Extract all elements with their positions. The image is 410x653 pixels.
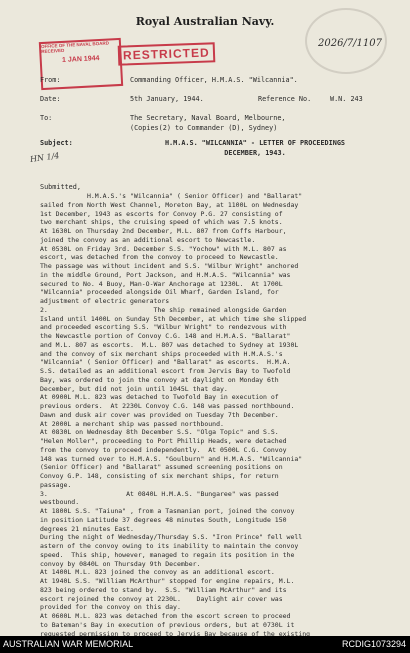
archive-reference: RCDIG1073294 — [341, 639, 406, 649]
body-line: 148 was turned over to H.M.A.S. "Goulburn" and H.M.A.S. "Wilcannia" — [40, 454, 303, 463]
to-line: The Secretary, Naval Board, Melbourne, — [130, 114, 286, 122]
body-line: At 1400L M.L. 823 joined the convoy as an additional escort. — [40, 568, 275, 577]
subject-value — [130, 139, 380, 158]
body-line: convoy by 0840L on Thursday 9th December. — [40, 559, 201, 568]
reference-value: W.N. 243 — [330, 95, 363, 103]
body-line: At 0530L on Friday 3rd. December S.S. "Yochow" with M.L. 807 as — [40, 244, 287, 253]
body-line: 2. The ship remained alongside Garden — [40, 305, 287, 314]
from-value: Commanding Officer, H.M.A.S. "Wilcannia". — [130, 76, 298, 84]
body-line: joined the convoy as an additional escort to Newcastle. — [40, 235, 256, 244]
body-line: 1st December, 1943 as escorts for Convoy P.G. 27 consisting of — [40, 209, 283, 218]
body-line: Bay, was ordered to join the convoy at daylight on Monday 6th — [40, 375, 279, 384]
body-line: astern of the convoy owing to its inability to maintain the convoy — [40, 542, 299, 550]
body-line: At 1630L on Thursday 2nd December, M.L. 807 from Coffs Harbour, — [40, 227, 287, 235]
body-line: requested permission to proceed to Jervis Bay because of the existing — [40, 629, 311, 636]
to-line: (Copies(2) to Commander (D), Sydney) — [130, 123, 278, 132]
body-line: "Wilcannia" proceeded alongside Oil Wharf, Garden Island, for — [40, 288, 279, 297]
archive-name: AUSTRALIAN WAR MEMORIAL — [3, 639, 134, 649]
body-line: speed. This ship, however, managed to regain its position in the — [40, 550, 295, 559]
body-line: degrees 21 minutes East. — [40, 524, 134, 533]
body-line: At 1800L S.S. "Taiuna" , from a Tasmanian port, joined the convoy — [40, 507, 295, 515]
to-value — [130, 114, 400, 133]
body-line: escort, was detached from the convoy to proceed to Newcastle. — [40, 253, 279, 262]
body-line: from the convoy to proceed independently. At 0500L C.G. Convoy — [40, 445, 287, 454]
reference-label: Reference No. — [258, 95, 312, 103]
body-line: Convoy G.P. 148, consisting of six merchant ships, for return — [40, 472, 279, 480]
from-label: From: — [40, 76, 61, 84]
received-stamp-office: OFFICE OF THE NAVAL BOARD — [40, 40, 110, 50]
body-line: secured to No. 4 Buoy, Man-O-War Anchorage at 1230L. At 1700L — [40, 279, 283, 288]
body-line: the Newcastle portion of Convoy C.G. 148 and H.M.A.S. "Ballarat" — [40, 332, 291, 340]
subject-line: DECEMBER, 1943. — [224, 148, 286, 157]
body-line: "Helen Moller", proceeding to Port Phillip Heads, were detached — [40, 437, 287, 445]
body-line: At 1940L S.S. "William McArthur" stopped for engine repairs, M.L. — [40, 577, 295, 585]
date-label: Date: — [40, 95, 61, 103]
submitted-line: Submitted, — [40, 183, 81, 191]
body-line: Island until 1400L on Sunday 5th December, at which time she slipped — [40, 314, 307, 323]
body-line: At 0830L on Wednesday 8th December S.S. "Olga Topic" and S.S. — [40, 428, 279, 437]
body-line: Dawn and dusk air cover was provided on Tuesday 7th December. — [40, 410, 279, 419]
body-line: At 0900L M.L. 823 was detached to Twofold Bay in execution of — [40, 393, 279, 402]
received-stamp-label: RECEIVED — [41, 48, 65, 55]
body-line: westbound. — [40, 498, 80, 507]
body-line: and the convoy of six merchant ships proceeded with H.M.A.S.'s — [40, 349, 283, 358]
body-line: sailed from North West Channel, Moreton Bay, at 1100L on Wednesday — [40, 200, 299, 209]
letterhead-title: Royal Australian Navy. — [135, 15, 275, 28]
body-line: The passage was without incident and S.S. "Wilbur Wright" anchored — [40, 262, 299, 270]
body-line: to Bateman's Bay in execution of previous orders, but at 0730L it — [40, 620, 295, 629]
body-line: and M.L. 807 as escorts. M.L. 807 was detached to Sydney at 1930L — [40, 340, 299, 349]
body-line: (Senior Officer) and "Ballarat" assumed screening positions on — [40, 463, 283, 472]
body-line: H.M.A.S.'s "Wilcannia" ( Senior Officer) and "Ballarat" — [40, 192, 303, 200]
body-line: At 2000L a merchant ship was passed northbound. — [40, 419, 224, 428]
body-line: 823 being ordered to stand by. S.S. "William McArthur" and its — [40, 585, 287, 594]
body-line: 3. At 0840L H.M.A.S. "Bungaree" was passed — [40, 489, 279, 498]
to-label: To: — [40, 114, 53, 122]
body-line: in the middle Ground, Port Jackson, and H.M.A.S. "Wilcannia" was — [40, 270, 291, 279]
body-line: December, but did not join until 1045L that day. — [40, 384, 228, 393]
body-line: At 0600L M.L. 823 was detached from the escort screen to proceed — [40, 612, 291, 620]
date-value: 5th January, 1944. — [130, 95, 204, 103]
received-stamp-date: 1 JAN 1944 — [61, 55, 100, 65]
subject-line: H.M.A.S. "WILCANNIA" - LETTER OF PROCEEDINGS — [164, 139, 346, 147]
body-line: During the night of Wednesday/Thursday S.S. "Iron Prince" fell well — [40, 533, 303, 542]
body-line: provided for the convoy on this day. — [40, 603, 181, 612]
body-line: two merchant ships, the cruising speed of which was 7.5 knots. — [40, 218, 283, 227]
handwritten-note: HN 1/4 — [29, 150, 60, 165]
subject-label: Subject: — [40, 139, 73, 147]
body-line: S.S. detailed as an additional escort from Jervis Bay to Twofold — [40, 367, 291, 375]
body-line: escort rejoined the convoy at 2230L. Daylight air cover was — [40, 594, 283, 603]
body-line: adjustment of electric generators — [40, 297, 170, 305]
body-line: "Wilcannia" ( Senior Officer) and "Ballarat" as escorts. H.M.A. — [40, 358, 291, 367]
body-line: passage. — [40, 480, 72, 489]
file-number: 2026/7/1107 — [318, 38, 382, 49]
body-line: in position Latitude 37 degrees 48 minutes South, Longitude 150 — [40, 515, 287, 524]
body-line: and proceeded escorting S.S. "Wilbur Wright" to rendezvous with — [40, 323, 287, 332]
letter-body — [40, 192, 390, 636]
restricted-stamp: RESTRICTED — [118, 42, 215, 65]
body-line: previous orders. At 2230L Convoy C.G. 148 was passed northbound. — [40, 402, 295, 410]
archive-footer — [0, 636, 410, 653]
